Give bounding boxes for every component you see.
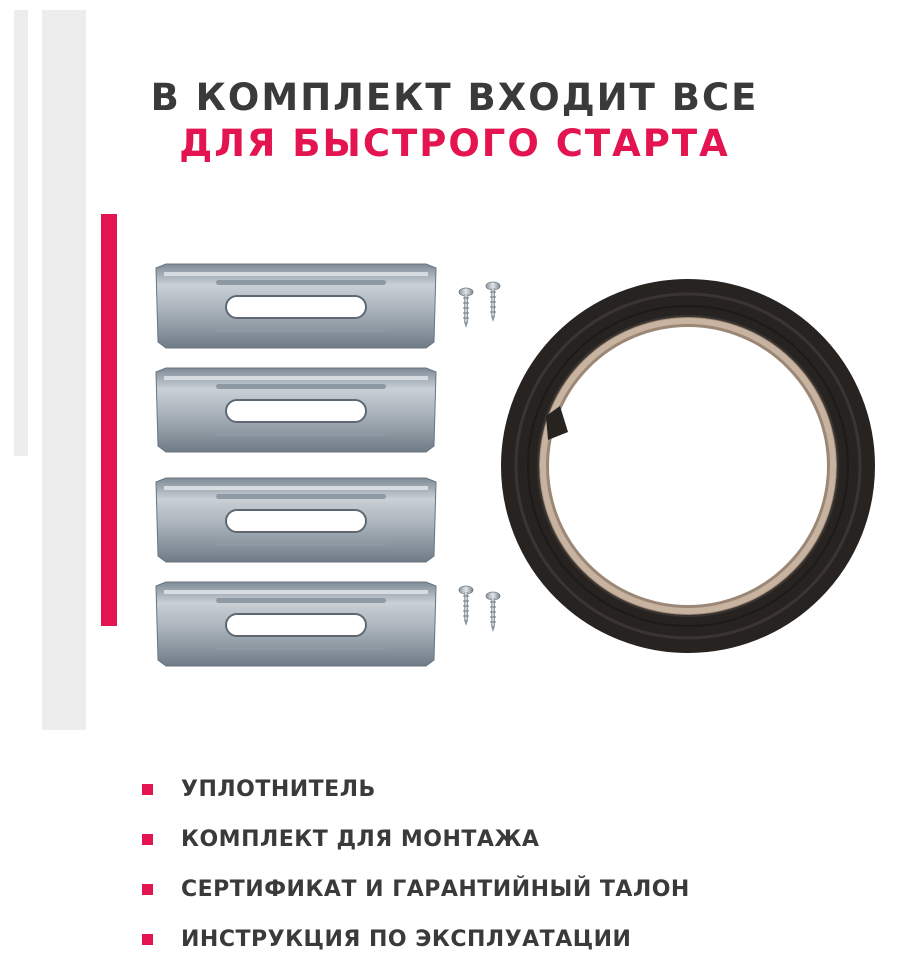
accent-bar: [101, 214, 117, 626]
kit-product-image: [150, 256, 890, 676]
feature-text: УПЛОТНИТЕЛЬ: [181, 776, 376, 802]
headline-line-1: В КОМПЛЕКТ ВХОДИТ ВСЕ: [150, 76, 759, 119]
square-bullet-icon: [142, 934, 153, 945]
list-item: [142, 864, 690, 914]
list-item: [142, 814, 690, 864]
headline-line-2: ДЛЯ БЫСТРОГО СТАРТА: [179, 122, 730, 165]
feature-text: КОМПЛЕКТ ДЛЯ МОНТАЖА: [181, 826, 540, 852]
list-item: [142, 764, 690, 814]
feature-list: [142, 764, 690, 964]
square-bullet-icon: [142, 884, 153, 895]
feature-text: СЕРТИФИКАТ И ГАРАНТИЙНЫЙ ТАЛОН: [181, 876, 690, 902]
feature-text: ИНСТРУКЦИЯ ПО ЭКСПЛУАТАЦИИ: [181, 926, 632, 952]
square-bullet-icon: [142, 834, 153, 845]
square-bullet-icon: [142, 784, 153, 795]
list-item: [142, 914, 690, 964]
